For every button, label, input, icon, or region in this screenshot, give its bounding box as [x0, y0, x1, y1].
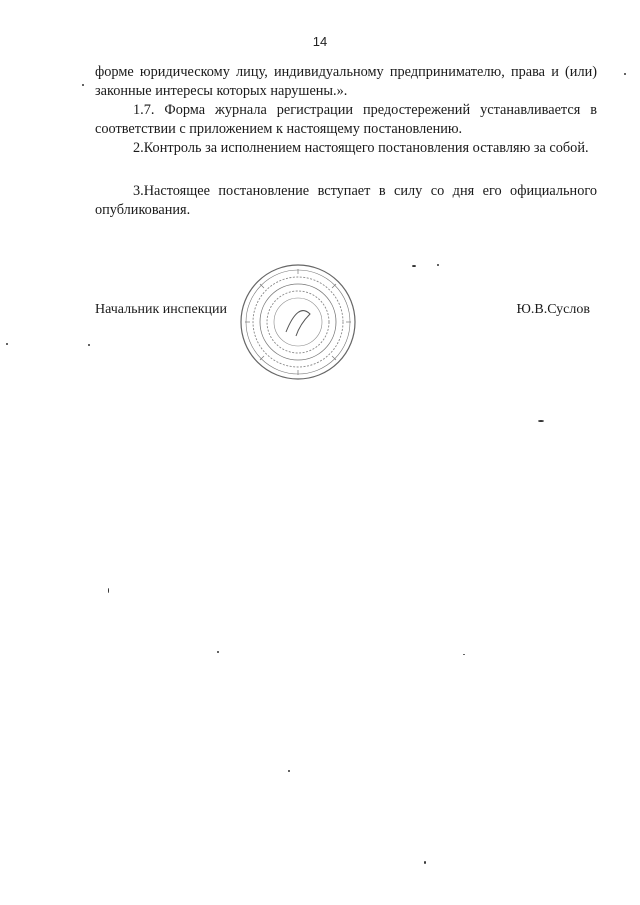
scan-artifact — [463, 654, 465, 655]
paragraph-1-7: 1.7. Форма журнала регистрации предостережений устанавливается в соответствии с приложением к настоящему постановлению. — [95, 102, 597, 137]
paragraph-continuation: форме юридическому лицу, индивидуальному предпринимателю, права и (или) законные интересы которых нарушены.». — [95, 64, 597, 99]
page-number: 14 — [312, 34, 328, 49]
paragraph-2: 2.Контроль за исполнением настоящего постановления оставляю за собой. — [133, 140, 589, 156]
scan-artifact — [437, 264, 439, 266]
scan-artifact — [288, 770, 290, 772]
signatory-name: Ю.В.Суслов — [516, 302, 590, 317]
scan-artifact — [108, 588, 109, 593]
scan-artifact — [88, 344, 90, 346]
scan-artifact — [538, 420, 544, 422]
scan-artifact — [624, 73, 626, 75]
scan-artifact — [412, 265, 416, 267]
scan-artifact — [82, 84, 84, 86]
scan-artifact — [424, 861, 426, 864]
scan-artifact — [217, 651, 219, 653]
paragraph-3: 3.Настоящее постановление вступает в силу со дня его официального опубликования. — [95, 183, 597, 218]
scan-artifact — [6, 343, 8, 345]
official-seal-icon — [238, 262, 358, 382]
signatory-position: Начальник инспекции — [95, 302, 227, 317]
